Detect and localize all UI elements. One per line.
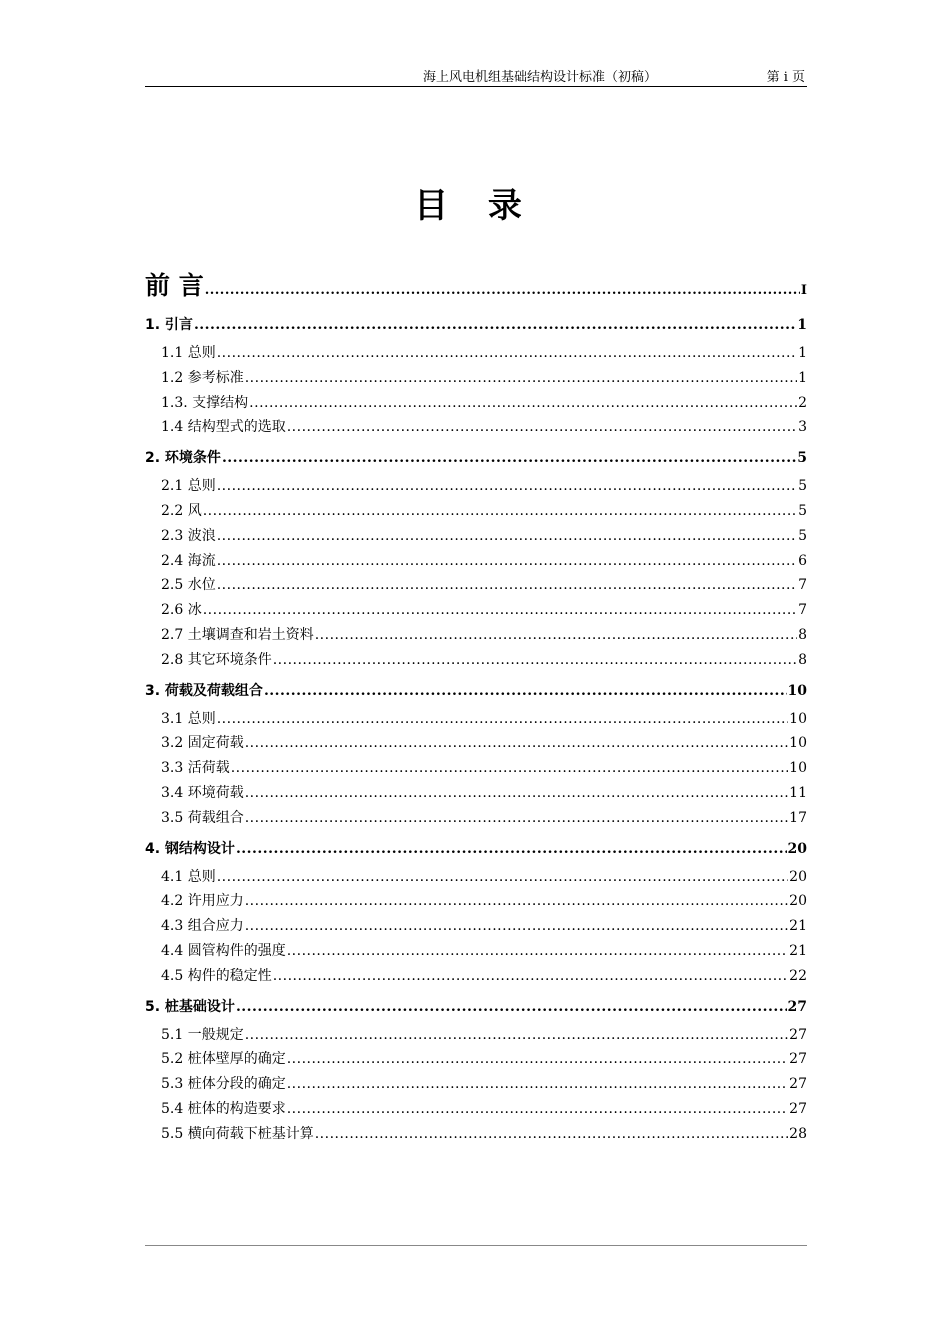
toc-entry-section[interactable]	[145, 890, 807, 915]
toc-entry-label: 4.3 组合应力	[161, 918, 244, 935]
toc-leader-dots	[203, 602, 797, 618]
toc-entry-label: 5.3 桩体分段的确定	[161, 1076, 286, 1093]
toc-entry-section[interactable]	[145, 965, 807, 990]
toc-entry-page: 20	[789, 868, 807, 885]
toc-entry-page: 7	[798, 602, 807, 619]
toc-leader-dots	[287, 419, 797, 435]
toc-entry-section[interactable]	[145, 525, 807, 550]
table-of-contents	[145, 266, 807, 1148]
toc-entry-label: 2.2 风	[161, 502, 202, 519]
toc-leader-dots	[231, 760, 788, 776]
toc-entry-section[interactable]	[145, 367, 807, 392]
toc-entry-section[interactable]	[145, 1098, 807, 1123]
toc-entry-section[interactable]	[145, 807, 807, 832]
toc-entry-page: 20	[787, 840, 807, 857]
toc-entry-page: 10	[787, 682, 807, 699]
toc-entry-page: 21	[789, 942, 807, 959]
toc-leader-dots	[217, 711, 788, 727]
toc-entry-page: 27	[787, 998, 807, 1015]
toc-entry-label: 3.3 活荷载	[161, 760, 230, 777]
toc-leader-dots	[315, 627, 797, 643]
toc-entry-section[interactable]	[145, 500, 807, 525]
toc-leader-dots	[245, 370, 797, 386]
toc-leader-dots	[236, 841, 787, 857]
toc-leader-dots	[245, 918, 788, 934]
toc-entry-page: 5	[798, 478, 807, 495]
toc-leader-dots	[315, 1126, 788, 1142]
toc-entry-label: 3.1 总则	[161, 710, 216, 727]
toc-entry-page: 10	[789, 760, 807, 777]
toc-entry-chapter[interactable]	[145, 314, 807, 338]
toc-entry-page: 27	[789, 1100, 807, 1117]
toc-entry-label: 5.2 桩体壁厚的确定	[161, 1051, 286, 1068]
toc-leader-dots	[217, 553, 797, 569]
footer-rule	[145, 1245, 807, 1246]
toc-entry-chapter[interactable]	[145, 996, 807, 1020]
toc-title: 目 录	[414, 186, 536, 226]
toc-entry-page: 17	[789, 809, 807, 826]
toc-entry-label: 5.5 横向荷载下桩基计算	[161, 1125, 314, 1142]
toc-entry-page: 5	[797, 450, 807, 467]
toc-entry-page: 28	[789, 1125, 807, 1142]
toc-leader-dots	[287, 1101, 788, 1117]
toc-entry-chapter[interactable]	[145, 447, 807, 471]
toc-entry-label: 2.1 总则	[161, 478, 216, 495]
toc-entry-section[interactable]	[145, 574, 807, 599]
toc-entry-page: 20	[789, 893, 807, 910]
toc-entry-page: 27	[789, 1076, 807, 1093]
toc-entry-page: 5	[798, 527, 807, 544]
toc-entry-page: 6	[798, 552, 807, 569]
toc-leader-dots	[245, 735, 788, 751]
toc-entry-label: 2.4 海流	[161, 552, 216, 569]
toc-entry-chapter[interactable]	[145, 680, 807, 704]
toc-entry-section[interactable]	[145, 342, 807, 367]
toc-entry-label: 3. 荷载及荷载组合	[145, 682, 263, 699]
toc-leader-dots	[264, 683, 787, 699]
toc-entry-section[interactable]	[145, 757, 807, 782]
toc-entry-page: 10	[789, 710, 807, 727]
toc-entry-chapter[interactable]	[145, 838, 807, 862]
toc-entry-section[interactable]	[145, 649, 807, 674]
toc-entry-page: 22	[789, 967, 807, 984]
toc-leader-dots	[217, 345, 797, 361]
toc-entry-page: 1	[797, 317, 807, 333]
toc-entry-label: 3.2 固定荷载	[161, 735, 244, 752]
toc-entry-section[interactable]	[145, 782, 807, 807]
toc-entry-page: 11	[789, 784, 807, 801]
toc-entry-label: 1.2 参考标准	[161, 369, 244, 386]
toc-entry-page: I	[800, 283, 807, 298]
toc-leader-dots	[194, 317, 796, 333]
toc-entry-page: 2	[798, 394, 807, 411]
toc-entry-section[interactable]	[145, 1123, 807, 1148]
toc-leader-dots	[273, 968, 788, 984]
toc-entry-label: 2. 环境条件	[145, 450, 221, 467]
toc-entry-label: 4.5 构件的稳定性	[161, 967, 272, 984]
toc-leader-dots	[273, 652, 797, 668]
toc-entry-page: 7	[798, 577, 807, 594]
toc-entry-section[interactable]	[145, 708, 807, 733]
toc-entry-section[interactable]	[145, 475, 807, 500]
toc-entry-section[interactable]	[145, 915, 807, 940]
toc-entry-label: 2.3 波浪	[161, 527, 216, 544]
toc-leader-dots	[249, 395, 797, 411]
toc-entry-page: 8	[798, 626, 807, 643]
header-doc-title: 海上风电机组基础结构设计标准（初稿）	[422, 70, 657, 85]
toc-leader-dots	[217, 869, 788, 885]
toc-entry-page: 1	[798, 345, 807, 361]
toc-entry-label: 1. 引言	[145, 317, 193, 333]
toc-leader-dots	[236, 999, 787, 1015]
toc-entry-section[interactable]	[145, 416, 807, 441]
toc-leader-dots	[287, 1076, 788, 1092]
toc-entry-label: 2.8 其它环境条件	[161, 651, 272, 668]
toc-entry-label: 5.1 一般规定	[161, 1026, 244, 1043]
toc-entry-section[interactable]	[145, 732, 807, 757]
toc-entry-label: 2.7 土壤调查和岩土资料	[161, 626, 314, 643]
toc-entry-label: 4.4 圆管构件的强度	[161, 942, 286, 959]
toc-leader-dots	[205, 283, 800, 298]
toc-entry-label: 1.1 总则	[161, 345, 216, 361]
toc-entry-label: 2.5 水位	[161, 577, 216, 594]
toc-entry-preface[interactable]	[145, 266, 807, 308]
toc-leader-dots	[203, 503, 797, 519]
toc-entry-section[interactable]	[145, 1024, 807, 1049]
toc-entry-page: 3	[798, 419, 807, 436]
toc-leader-dots	[287, 1051, 788, 1067]
toc-entry-page: 27	[789, 1026, 807, 1043]
toc-entry-label: 1.3. 支撑结构	[161, 394, 249, 411]
toc-leader-dots	[217, 528, 797, 544]
toc-entry-label: 4.2 许用应力	[161, 893, 244, 910]
toc-leader-dots	[245, 1027, 788, 1043]
toc-entry-label: 2.6 冰	[161, 602, 202, 619]
toc-entry-page: 1	[798, 369, 807, 386]
toc-entry-section[interactable]	[145, 599, 807, 624]
toc-leader-dots	[245, 785, 788, 801]
toc-entry-section[interactable]	[145, 1048, 807, 1073]
toc-entry-section[interactable]	[145, 550, 807, 575]
toc-entry-label: 5.4 桩体的构造要求	[161, 1100, 286, 1117]
toc-entry-label: 3.5 荷载组合	[161, 809, 244, 826]
toc-leader-dots	[245, 810, 788, 826]
toc-entry-section[interactable]	[145, 1073, 807, 1098]
toc-entry-page: 27	[789, 1051, 807, 1068]
toc-entry-label: 4. 钢结构设计	[145, 840, 235, 857]
toc-entry-section[interactable]	[145, 624, 807, 649]
toc-leader-dots	[245, 893, 788, 909]
header-page-number: 第 i 页	[766, 70, 805, 85]
toc-entry-section[interactable]	[145, 866, 807, 891]
toc-entry-page: 8	[798, 651, 807, 668]
toc-leader-dots	[287, 943, 788, 959]
toc-leader-dots	[217, 577, 797, 593]
toc-leader-dots	[217, 478, 797, 494]
toc-entry-label: 前 言	[145, 271, 204, 300]
toc-entry-page: 10	[789, 735, 807, 752]
page-header	[145, 66, 807, 87]
toc-entry-label: 5. 桩基础设计	[145, 998, 235, 1015]
toc-entry-label: 3.4 环境荷载	[161, 784, 244, 801]
toc-entry-page: 5	[798, 502, 807, 519]
toc-leader-dots	[222, 450, 796, 466]
toc-entry-section[interactable]	[145, 392, 807, 417]
toc-entry-label: 1.4 结构型式的选取	[161, 419, 286, 436]
toc-entry-label: 4.1 总则	[161, 868, 216, 885]
toc-entry-section[interactable]	[145, 940, 807, 965]
toc-entry-page: 21	[789, 918, 807, 935]
